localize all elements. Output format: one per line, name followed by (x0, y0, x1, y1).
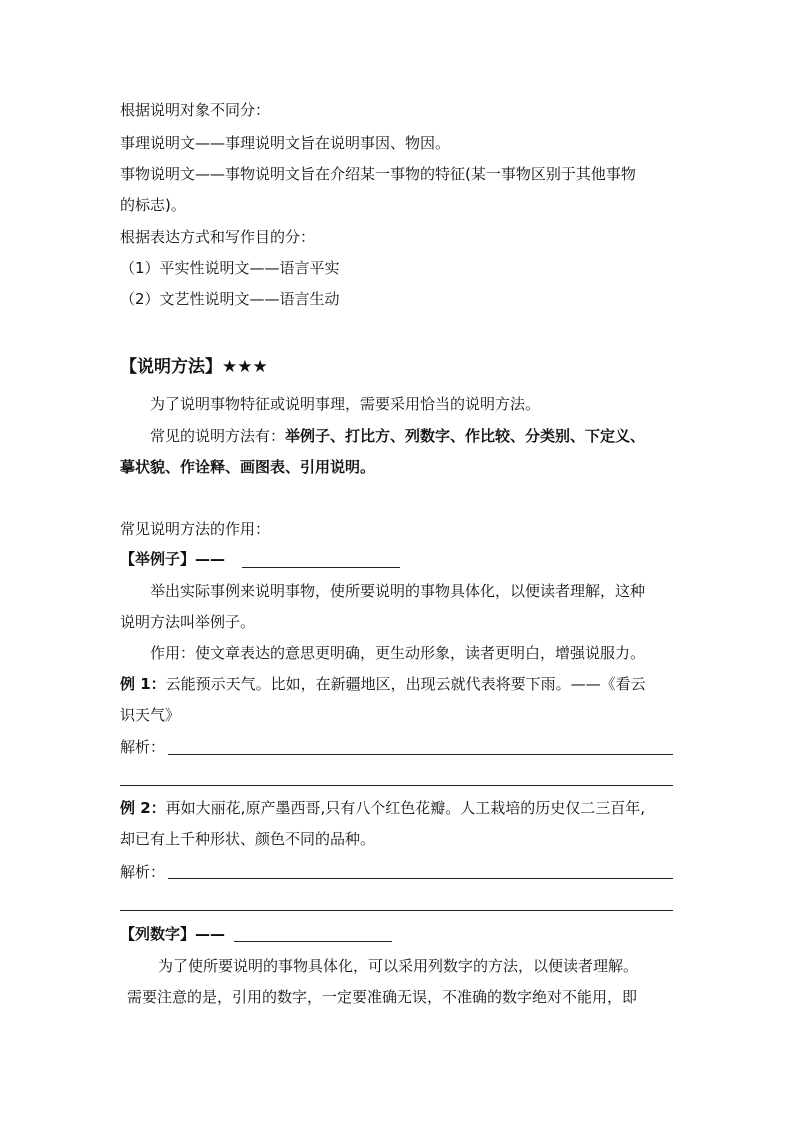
example-line (120, 674, 646, 694)
paragraph-line: 举出实际事例来说明事物，使所要说明的事物具体化，以便读者理解，这种 (150, 582, 646, 600)
list-item: （2）文艺性说明文——语言生动 (120, 290, 340, 308)
analysis-label: 解析： (120, 863, 166, 881)
paragraph-line: 说明方法叫举例子。 (120, 613, 256, 631)
text-line: 的标志)。 (120, 196, 186, 214)
paragraph-line: 为了使所要说明的事物具体化，可以采用列数字的方法，以便读者理解。 (158, 957, 639, 975)
paragraph-prefix: 常见的说明方法有： (150, 427, 286, 445)
analysis-label: 解析： (120, 738, 166, 756)
answer-line[interactable] (168, 878, 673, 879)
answer-line[interactable] (168, 754, 673, 755)
example-label: 例 1： (120, 675, 166, 693)
methods-list: 举例子、打比方、列数字、作比较、分类别、下定义、 (285, 427, 646, 445)
example-line: 识天气》 (120, 706, 181, 724)
example-line (120, 798, 645, 818)
answer-line[interactable] (120, 785, 673, 786)
fill-blank-line[interactable] (234, 941, 392, 942)
section-heading: 【说明方法】★★★ (120, 357, 268, 377)
subsection-heading: 【举例子】—— (120, 550, 226, 568)
paragraph-line: 需要注意的是，引用的数字，一定要准确无误，不准确的数字绝对不能用，即 (127, 988, 638, 1006)
text-line: 根据说明对象不同分： (120, 101, 271, 119)
example-label: 例 2： (120, 799, 166, 817)
text-line: 事理说明文——事理说明文旨在说明事因、物因。 (120, 134, 451, 152)
list-item: （1）平实性说明文——语言平实 (120, 259, 340, 277)
example-line: 却已有上千种形状、颜色不同的品种。 (120, 830, 376, 848)
paragraph-line: 作用：使文章表达的意思更明确，更生动形象，读者更明白，增强说服力。 (150, 644, 646, 662)
text-line: 事物说明文——事物说明文旨在介绍某一事物的特征(某一事物区别于其他事物 (120, 165, 636, 183)
example-text: 再如大丽花,原产墨西哥,只有八个红色花瓣。人工栽培的历史仅二三百年, (165, 799, 645, 817)
paragraph-line (150, 426, 645, 446)
text-line: 根据表达方式和写作目的分： (120, 228, 316, 246)
answer-line[interactable] (120, 910, 673, 911)
paragraph-line: 为了说明事物特征或说明事理，需要采用恰当的说明方法。 (150, 395, 541, 413)
text-line: 常见说明方法的作用： (120, 520, 271, 538)
subsection-heading: 【列数字】—— (120, 925, 226, 943)
fill-blank-line[interactable] (242, 567, 400, 568)
example-text: 云能预示天气。比如，在新疆地区，出现云就代表将要下雨。——《看云 (165, 675, 646, 693)
methods-list-continued: 摹状貌、作诠释、画图表、引用说明。 (120, 458, 376, 476)
